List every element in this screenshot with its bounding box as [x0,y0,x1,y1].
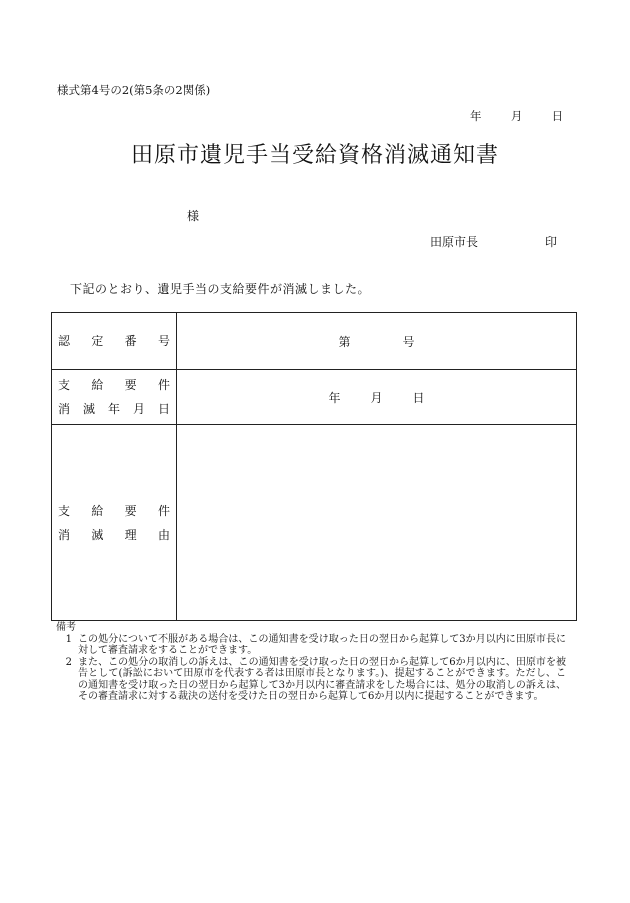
remarks-heading: 備考 [56,622,76,633]
remarks-item [56,657,566,703]
table-row [52,425,577,621]
remarks-item [56,634,566,657]
table-row [52,370,577,425]
label-char: 要 [124,378,137,392]
addressee-suffix: 様 [187,209,200,223]
label-char: 年 [107,402,120,416]
form-number: 様式第4号の2(第5条の2関係) [57,83,211,97]
table-row [52,313,577,370]
extinction-date-field[interactable] [177,370,577,425]
label-char: 号 [157,334,170,348]
issue-date [470,108,563,124]
gou-suffix: 号 [402,334,415,349]
label-char: 給 [91,378,104,392]
extinction-date-label [52,370,177,425]
label-char: 月 [132,402,145,416]
label-char: 番 [124,334,137,348]
extinction-reason-label [52,425,177,621]
label-char: 滅 [82,402,95,416]
label-char: 認 [58,334,71,348]
extinction-reason-field[interactable] [177,425,577,621]
intro-text: 下記のとおり、遺児手当の支給要件が消滅しました。 [70,282,371,296]
date-month: 月 [370,390,383,405]
document-title: 田原市遺児手当受給資格消滅通知書 [130,143,499,168]
remarks-item-number: 1 [65,633,72,645]
label-char: 支 [58,378,71,392]
issuer-name: 田原市長 [430,235,479,249]
notice-table [51,312,577,621]
certification-number-field[interactable] [177,313,577,370]
label-char: 定 [91,334,104,348]
date-day: 日 [412,390,425,405]
seal-mark: 印 [545,235,558,249]
label-char: 件 [157,503,170,518]
label-char: 給 [91,503,104,518]
issue-date-month: 月 [510,109,523,123]
label-char: 理 [124,527,137,542]
issue-date-year: 年 [470,109,482,123]
label-char: 要 [124,503,137,518]
issue-date-day: 日 [551,109,564,123]
label-char: 支 [58,503,71,518]
label-char: 滅 [91,527,104,542]
certification-number-label [52,313,177,370]
dai-prefix: 第 [338,334,351,349]
date-year: 年 [328,390,341,405]
remarks-item-text: また、この処分の取消しの訴えは、この通知書を受け取った日の翌日から起算して6か月以内に、田原市を被告として(訴訟において田原市を代表する者は田原市長となります。)、提起することができます。ただし、この通知書を受け取った日の翌日から起算して3か月以内に審査請求をした場合には、処分の取消しの訴えは、その審査請求に対する裁決の送付を受けた日の翌日から起算して6か月以内に提起することができます。 [78,656,566,702]
label-char: 消 [58,527,71,542]
label-char: 消 [58,402,71,416]
remarks-item-number: 2 [65,656,72,668]
label-char: 日 [157,402,170,416]
label-char: 件 [157,378,170,392]
remarks-item-text: この処分について不服がある場合は、この通知書を受け取った日の翌日から起算して3か月以内に田原市長に対して審査請求をすることができます。 [78,633,566,656]
label-char: 由 [157,527,170,542]
remarks [56,622,566,703]
